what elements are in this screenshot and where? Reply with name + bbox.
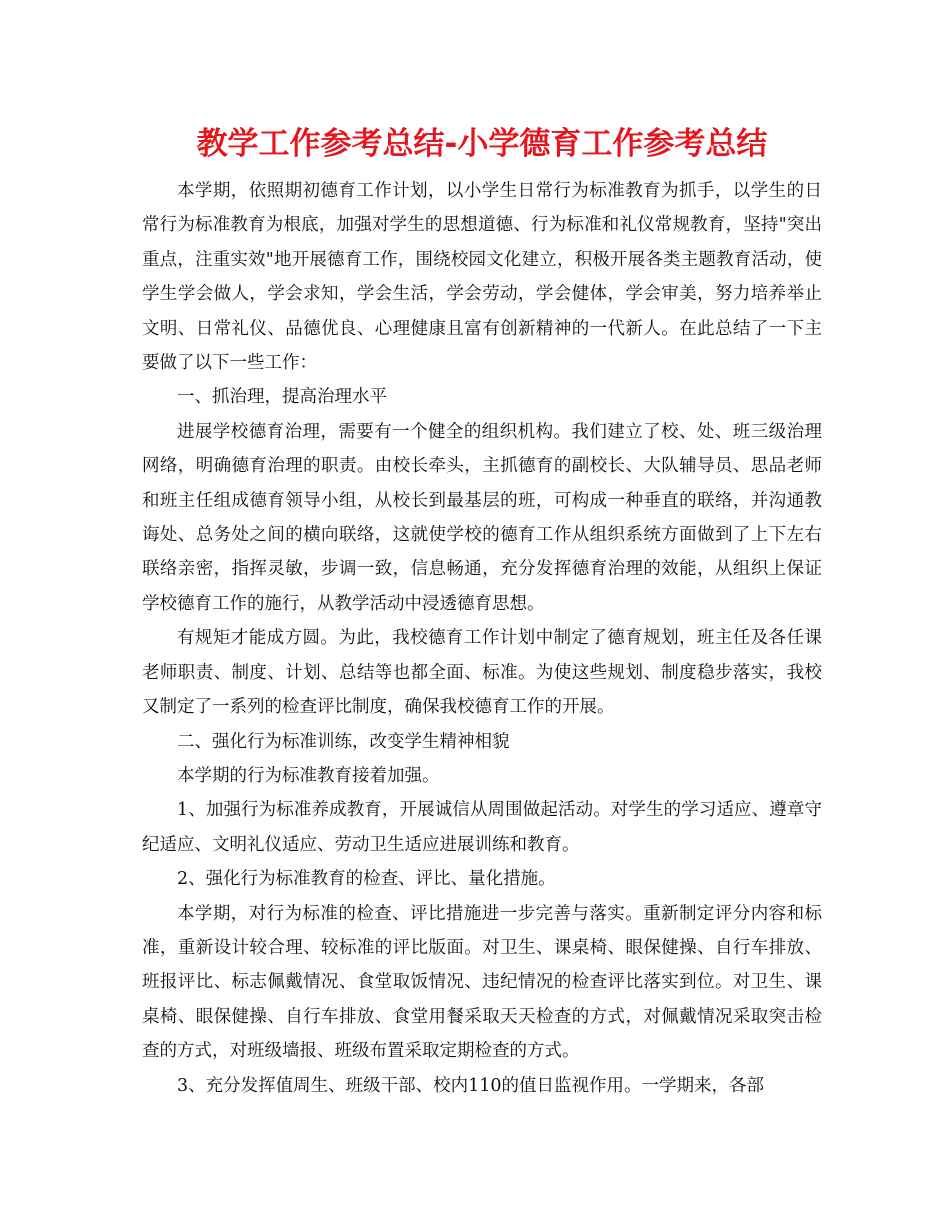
- paragraph: 进展学校德育治理，需要有一个健全的组织机构。我们建立了校、处、班三级治理网络，明确德育治理的职责。由校长牵头，主抓德育的副校长、大队辅导员、思品老师和班主任组成德育领导小组，从校长到最基层的班，可构成一种垂直的联络，并沟通教诲处、总务处之间的横向联络，这就使学校的德育工作从组织系统方面做到了上下左右联络亲密，指挥灵敏，步调一致，信息畅通，充分发挥德育治理的效能，从组织上保证学校德育工作的施行，从教学活动中浸透德育思想。: [142, 421, 822, 614]
- list-item-3: 3、充分发挥值周生、班级干部、校内110的值日监视作用。一学期来，各部: [177, 1075, 765, 1096]
- document-title: 教学工作参考总结-小学德育工作参考总结: [196, 126, 768, 162]
- section-heading-2: 二、强化行为标准训练，改变学生精神相貌: [177, 731, 510, 752]
- paragraph: 本学期的行为标准教育接着加强。: [177, 765, 440, 786]
- paragraph: 有规矩才能成方圆。为此，我校德育工作计划中制定了德育规划，班主任及各任课老师职责、制度、计划、总结等也都全面、标准。为使这些规划、制度稳步落实，我校又制定了一系列的检查评比制度，确保我校德育工作的开展。: [142, 628, 822, 718]
- list-item-1: 1、加强行为标准养成教育，开展诚信从周围做起活动。对学生的学习适应、遵章守纪适应、文明礼仪适应、劳动卫生适应进展训练和教育。: [142, 800, 822, 855]
- paragraph: 本学期，对行为标准的检查、评比措施进一步完善与落实。重新制定评分内容和标准，重新设计较合理、较标准的评比版面。对卫生、课桌椅、眼保健操、自行车排放、班报评比、标志佩戴情况、食堂取饭情况、违纪情况的检查评比落实到位。对卫生、课桌椅、眼保健操、自行车排放、食堂用餐采取天天检查的方式，对佩戴情况采取突击检查的方式，对班级墙报、班级布置采取定期检查的方式。: [142, 903, 822, 1062]
- document-body: [142, 174, 822, 1103]
- list-item-2: 2、强化行为标准教育的检查、评比、量化措施。: [177, 869, 556, 890]
- section-heading-1: 一、抓治理，提高治理水平: [177, 387, 387, 408]
- paragraph-intro: 本学期，依照期初德育工作计划，以小学生日常行为标准教育为抓手，以学生的日常行为标准教育为根底，加强对学生的思想道德、行为标准和礼仪常规教育，坚持"突出重点，注重实效"地开展德育工作，围绕校园文化建立，积极开展各类主题教育活动，使学生学会做人，学会求知，学会生活，学会劳动，学会健体，学会审美，努力培养举止文明、日常礼仪、品德优良、心理健康且富有创新精神的一代新人。在此总结了一下主要做了以下一些工作：: [142, 181, 822, 374]
